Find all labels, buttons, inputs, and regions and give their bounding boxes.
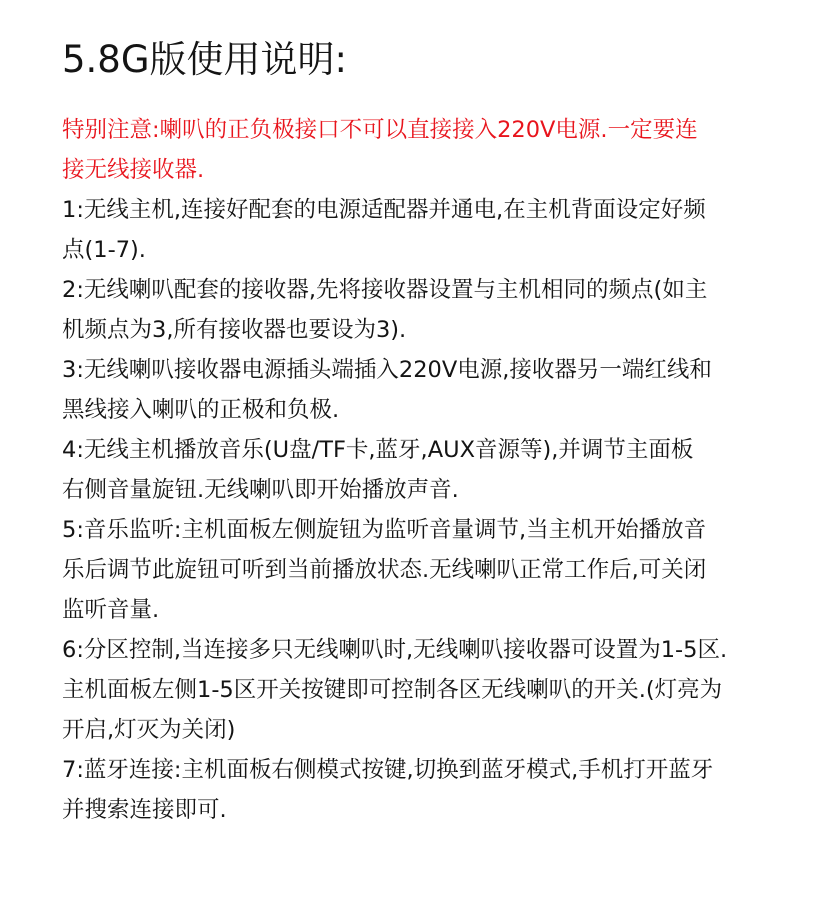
step-3 [62, 350, 802, 430]
step-6 [62, 630, 802, 750]
step-7 [62, 750, 802, 830]
step-line: 6:分区控制,当连接多只无线喇叭时,无线喇叭接收器可设置为1-5区. [62, 637, 728, 663]
step-1 [62, 190, 802, 270]
step-line: 点(1-7). [62, 237, 146, 263]
step-line: 乐后调节此旋钮可听到当前播放状态.无线喇叭正常工作后,可关闭 [62, 557, 707, 583]
step-line: 4:无线主机播放音乐(U盘/TF卡,蓝牙,AUX音源等),并调节主面板 [62, 437, 694, 463]
step-line: 机频点为3,所有接收器也要设为3). [62, 317, 407, 343]
step-line: 5:音乐监听:主机面板左侧旋钮为监听音量调节,当主机开始播放音 [62, 517, 707, 543]
step-line: 3:无线喇叭接收器电源插头端插入220V电源,接收器另一端红线和 [62, 357, 712, 383]
step-line: 监听音量. [62, 597, 160, 623]
step-line: 主机面板左侧1-5区开关按键即可控制各区无线喇叭的开关.(灯亮为 [62, 677, 723, 703]
warning-notice [62, 110, 802, 190]
step-line: 开启,灯灭为关闭) [62, 717, 236, 743]
warning-line: 接无线接收器. [62, 157, 205, 183]
step-2 [62, 270, 802, 350]
step-line: 并搜索连接即可. [62, 797, 227, 823]
step-line: 7:蓝牙连接:主机面板右侧模式按键,切换到蓝牙模式,手机打开蓝牙 [62, 757, 714, 783]
warning-line: 特别注意:喇叭的正负极接口不可以直接接入220V电源.一定要连 [62, 117, 698, 143]
step-line: 黑线接入喇叭的正极和负极. [62, 397, 340, 423]
instructions-body [62, 110, 802, 830]
page-title: 5.8G版使用说明: [62, 38, 347, 81]
step-5 [62, 510, 802, 630]
step-4 [62, 430, 802, 510]
step-line: 右侧音量旋钮.无线喇叭即开始播放声音. [62, 477, 459, 503]
step-line: 2:无线喇叭配套的接收器,先将接收器设置与主机相同的频点(如主 [62, 277, 708, 303]
step-line: 1:无线主机,连接好配套的电源适配器并通电,在主机背面设定好频 [62, 197, 706, 223]
